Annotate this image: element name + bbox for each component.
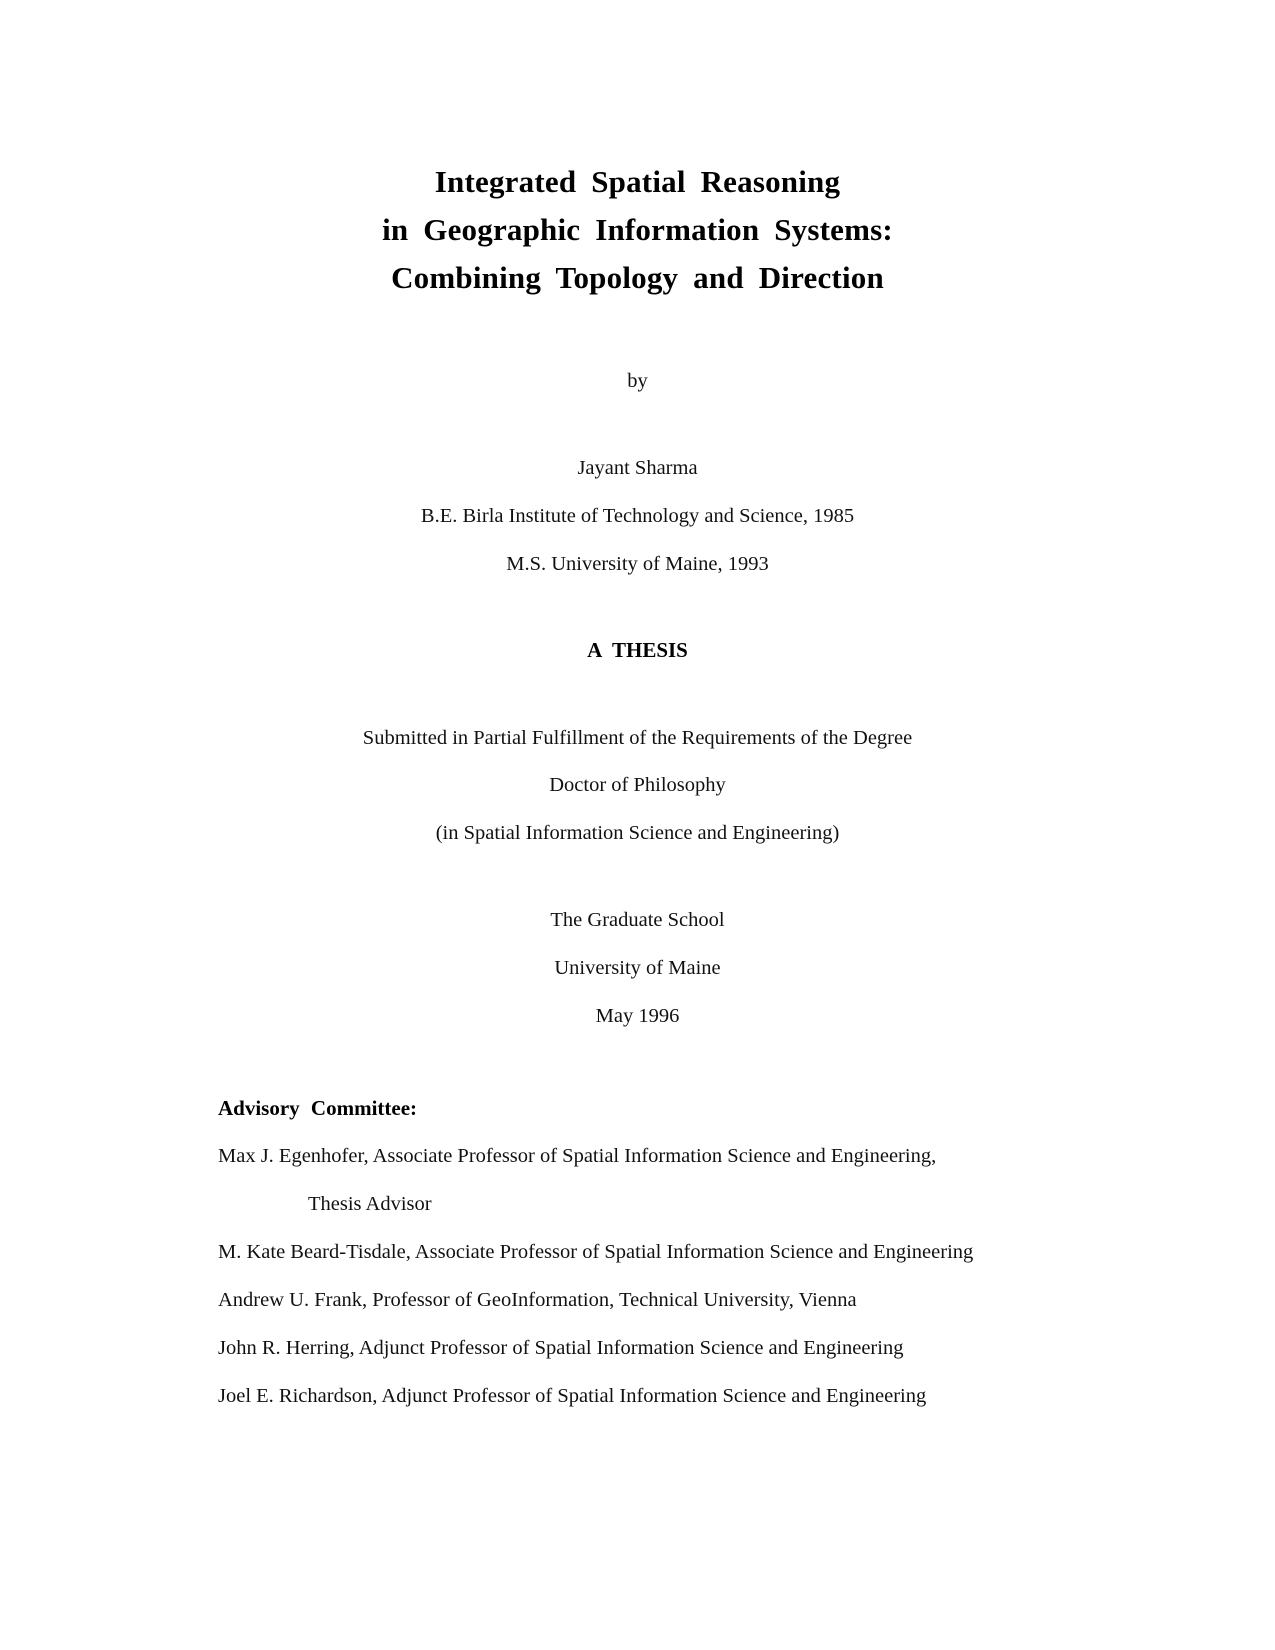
page-title [0,158,1275,302]
advisory-committee-block [218,1095,1118,1431]
thesis-label: A THESIS [587,638,688,662]
committee-member-1: Max J. Egenhofer, Associate Professor of Spatial Information Science and Engineering, [218,1145,937,1167]
title-line-3: Combining Topology and Direction [391,260,884,295]
author-degree-2: M.S. University of Maine, 1993 [506,553,769,575]
institution-date: May 1996 [595,1005,680,1027]
title-line-2: in Geographic Information Systems: [382,212,893,247]
submission-degree: Doctor of Philosophy [549,774,726,796]
committee-member-5: Joel E. Richardson, Adjunct Professor of Spatial Information Science and Engineering [218,1385,927,1407]
committee-member-2: M. Kate Beard-Tisdale, Associate Professor of Spatial Information Science and Engineering [218,1241,974,1263]
institution-school: The Graduate School [550,909,725,931]
committee-member-role-thesis-advisor: Thesis Advisor [308,1193,432,1215]
submission-specialization: (in Spatial Information Science and Engineering) [435,822,840,844]
author-degree-1: B.E. Birla Institute of Technology and Science, 1985 [420,505,855,527]
title-line-1: Integrated Spatial Reasoning [434,164,841,199]
byline-label: by [627,370,648,392]
author-name: Jayant Sharma [577,457,698,479]
submission-statement: Submitted in Partial Fulfillment of the Requirements of the Degree [362,727,913,749]
advisory-committee-heading: Advisory Committee: [218,1096,418,1120]
institution-university: University of Maine [554,957,721,979]
committee-member-4: John R. Herring, Adjunct Professor of Spatial Information Science and Engineering [218,1337,904,1359]
committee-member-3: Andrew U. Frank, Professor of GeoInformation, Technical University, Vienna [218,1289,857,1311]
